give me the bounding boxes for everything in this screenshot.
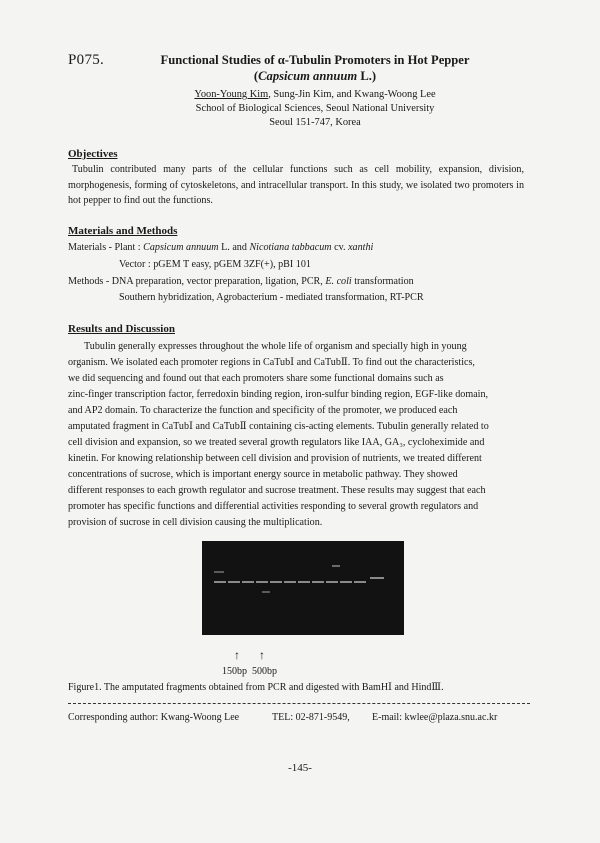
ecoli-name: E. coli [325,276,352,287]
results-line: organism. We isolated each promoter regions in CaTubⅠ and CaTubⅡ. To find out the characteristics, [68,357,475,368]
results-line: amputated fragment in CaTubⅠ and CaTubⅡ containing cis-acting elements. Tubulin generally related to [68,421,489,432]
plant-nicotiana: Nicotiana tabbacum [249,242,332,253]
address: Seoul 151-747, Korea [269,117,361,128]
results-line: different responses to each growth regulator and sucrose treatment. These results may suggest that each [68,485,486,496]
methods-label: Methods - DNA preparation, vector preparation, ligation, PCR, [68,276,323,287]
presenting-author: Yoon-Young Kim [194,89,269,100]
authors [100,89,530,100]
results-line: provision of sucrose in cell division causing the multiplication. [68,517,323,528]
results-line: we did sequencing and found out that each promoters share some functional domains such as [68,373,444,384]
results-line: kinetin. For knowing relationship between cell division and provision of nutrients, we treated different [68,453,482,464]
footer-divider [68,703,530,704]
gel-bands [212,581,392,585]
marker-arrow-150bp: ↑ [234,648,240,662]
corresponding-author: Corresponding author: Kwang-Woong Lee [68,712,240,723]
results-line: and AP2 domain. To characterize the function and specificity of the promoter, we produced each [68,405,458,416]
telephone: TEL: 02-871-9549, [272,712,350,723]
plant-nicotiana-suffix: cv. [334,242,346,253]
page-number: -145- [288,762,312,774]
results-line: concentrations of sucrose, which is important energy source in metabolic pathway. They showed [68,469,458,480]
title-line-2: (Capsicum annuum L.) [253,69,377,83]
materials-heading: Materials and Methods [68,225,178,237]
results-heading: Results and Discussion [68,323,175,335]
title-line-1: Functional Studies of α-Tubulin Promoters in Hot Pepper [160,53,470,67]
methods-line-2: Southern hybridization, Agrobacterium - mediated transformation, RT-PCR [119,292,424,303]
results-line: cell division and expansion, so we treated several growth regulators like IAA, GA₃, cycloheximide and [68,437,485,448]
plant-capsicum-suffix: L. and [221,242,247,253]
abstract-code: P075. [68,52,105,68]
materials-label: Materials - Plant : [68,242,141,253]
methods-transformation: transformation [354,276,414,287]
materials-vector-line: Vector : pGEM T easy, pGEM 3ZF(+), pBI 101 [119,259,311,270]
gel-image [202,541,404,635]
marker-label-150bp: 150bp [222,666,247,677]
affiliation: School of Biological Sciences, Seoul National University [195,103,435,114]
email: E-mail: kwlee@plaza.snu.ac.kr [372,712,498,723]
results-line: zinc-finger transcription factor, ferredoxin binding region, iron-sulfur binding region, EGF-like domain, [68,389,489,400]
materials-plant-line [68,242,373,253]
objectives-text: Tubulin contributed many parts of the cellular functions such as cell mobility, expansion, division, morphogenesis, forming of cytoskeletons, and intracellular transport. In this study, we isolated two promoters in hot pepper to find out the functions. [68,164,524,207]
species-name: Capsicum annuum [258,69,358,83]
co-authors: , Sung-Jin Kim, and Kwang-Woong Lee [268,89,436,100]
objectives-heading: Objectives [68,148,118,160]
marker-arrow-500bp: ↑ [259,648,265,662]
marker-label-500bp: 500bp [252,666,277,677]
results-line: promoter has specific functions and differential activities responding to several growth regulators and [68,501,479,512]
methods-line-1 [68,276,414,287]
figure-caption: Figure1. The amputated fragments obtained from PCR and digested with BamHⅠ and HindⅢ. [68,682,444,693]
results-line: Tubulin generally expresses throughout the whole life of organism and specially high in young [84,341,467,352]
plant-capsicum: Capsicum annuum [143,242,219,253]
species-suffix: L.) [357,69,377,83]
plant-cultivar: xanthi [348,242,374,253]
